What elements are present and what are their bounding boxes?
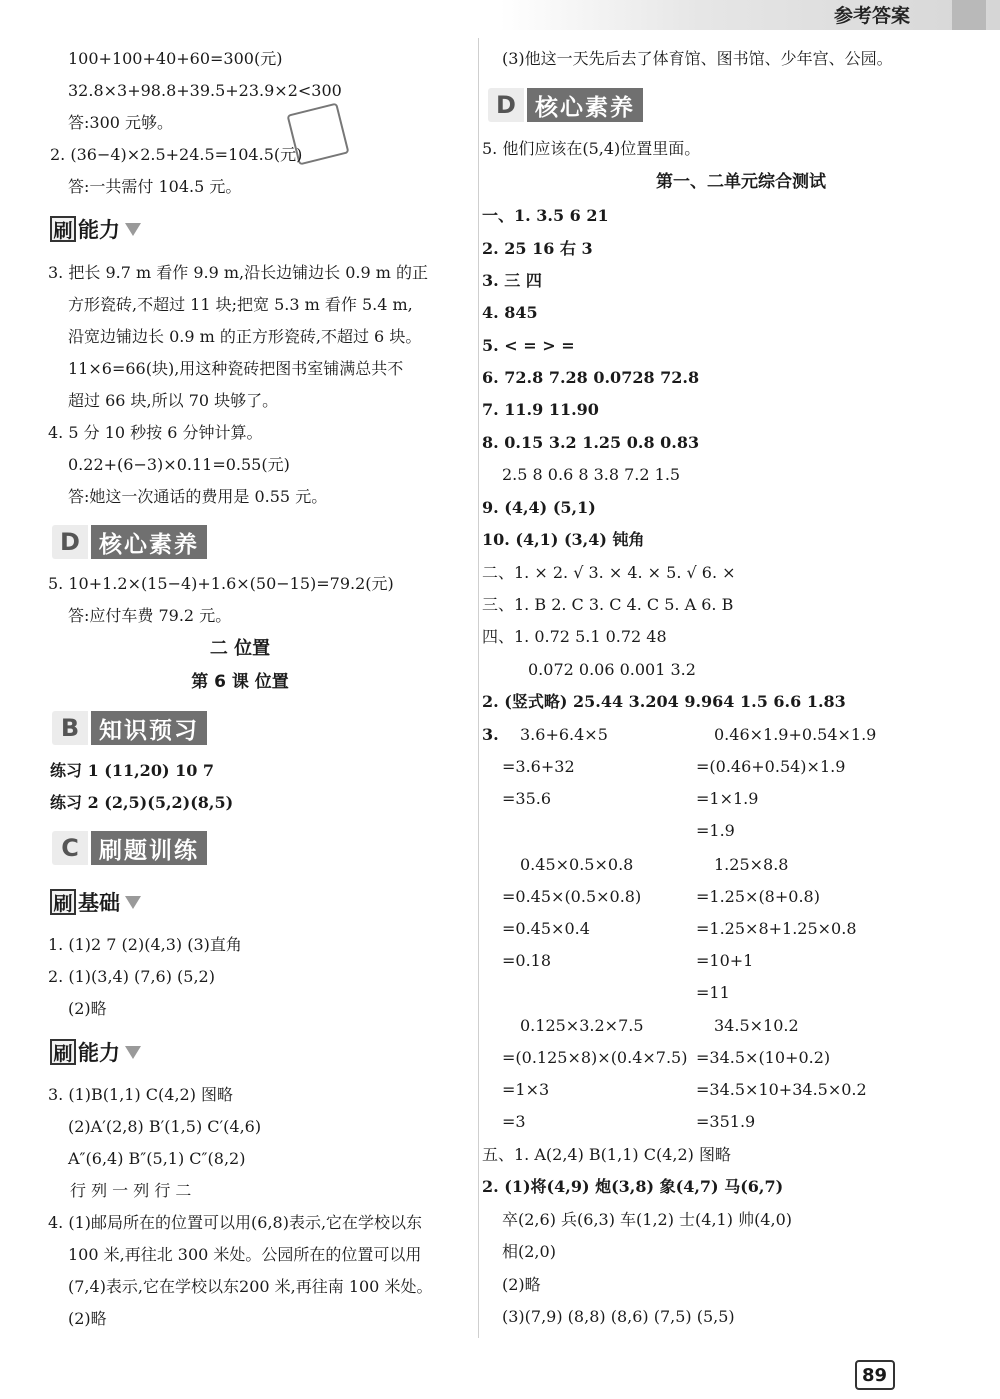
- answer-line: (2)A′(2,8) B′(1,5) C′(4,6): [68, 1117, 262, 1136]
- calc-step: =10+1: [696, 951, 754, 970]
- header-tab: [952, 0, 986, 30]
- answer-line: 三、1. B 2. C 3. C 4. C 5. A 6. B: [482, 595, 734, 614]
- calc-step: =1.25×(8+0.8): [696, 887, 820, 906]
- section-first-char: 刷: [50, 216, 76, 242]
- section-shua-jichu: [50, 888, 141, 916]
- calc-step: =0.18: [502, 951, 552, 970]
- answer-line: (3)(7,9) (8,8) (8,6) (7,5) (5,5): [502, 1307, 735, 1326]
- answer-line: 4. 5 分 10 秒按 6 分钟计算。: [48, 423, 263, 442]
- answer-line: 5. < = > =: [482, 336, 575, 355]
- section-first-char: 刷: [50, 889, 76, 915]
- page-number: 89: [862, 1365, 888, 1386]
- answer-line: 二、1. × 2. √ 3. × 4. × 5. √ 6. ×: [482, 563, 736, 582]
- section-title: 知识预习: [91, 711, 207, 745]
- answer-line: 4. (1)邮局所在的位置可以用(6,8)表示,它在学校以东: [48, 1213, 423, 1232]
- answer-line: 2. (1)(3,4) (7,6) (5,2): [48, 967, 215, 986]
- page-header: [500, 0, 1000, 30]
- answer-line: (3)他这一天先后去了体育馆、图书馆、少年宫、公园。: [502, 49, 893, 68]
- calc-step: =35.6: [502, 789, 552, 808]
- section-title: 核心素养: [527, 88, 643, 122]
- section-shuati-xunlian: [52, 831, 207, 865]
- answer-line: 2. (1)将(4,9) 炮(3,8) 象(4,7) 马(6,7): [482, 1177, 784, 1196]
- answer-line: 5. 10+1.2×(15−4)+1.6×(50−15)=79.2(元): [48, 574, 394, 593]
- answer-line: 32.8×3+98.8+39.5+23.9×2<300: [68, 81, 342, 100]
- answer-line: A″(6,4) B″(5,1) C″(8,2): [68, 1149, 246, 1168]
- calc-step: 1.25×8.8: [714, 855, 789, 874]
- calc-step: =(0.125×8)×(0.4×7.5): [502, 1048, 688, 1067]
- calc-step: 0.125×3.2×7.5: [520, 1016, 644, 1035]
- lesson-title: 第 6 课 位置: [191, 672, 289, 692]
- answer-line: 6. 72.8 7.28 0.0728 72.8: [482, 368, 700, 387]
- answer-line: 3. 把长 9.7 m 看作 9.9 m,沿长边铺边长 0.9 m 的正: [48, 263, 428, 282]
- calc-step: =1×1.9: [696, 789, 759, 808]
- answer-line: 9. (4,4) (5,1): [482, 498, 596, 517]
- answer-line: (2)略: [68, 999, 107, 1018]
- answer-line: 2.5 8 0.6 8 3.8 7.2 1.5: [502, 465, 681, 484]
- calc-step: =34.5×(10+0.2): [696, 1048, 831, 1067]
- calc-step: =1×3: [502, 1080, 550, 1099]
- section-shua-nengli: [50, 1038, 141, 1066]
- answer-line: 2. (36−4)×2.5+24.5=104.5(元): [50, 145, 303, 164]
- chapter-title: 二 位置: [209, 638, 271, 659]
- answer-line: 超过 66 块,所以 70 块够了。: [68, 391, 279, 410]
- calc-step: 0.46×1.9+0.54×1.9: [714, 725, 877, 744]
- answer-line: 卒(2,6) 兵(6,3) 车(1,2) 士(4,1) 帅(4,0): [502, 1210, 792, 1229]
- calc-step: =3.6+32: [502, 757, 575, 776]
- answer-line: 相(2,0): [502, 1242, 556, 1261]
- triangle-down-icon: [125, 1046, 141, 1059]
- answer-line: (2)略: [502, 1275, 541, 1294]
- answer-line: 3. (1)B(1,1) C(4,2) 图略: [48, 1085, 234, 1104]
- answer-line: 答:一共需付 104.5 元。: [68, 177, 242, 196]
- section-letter: D: [52, 525, 88, 559]
- calc-step: 0.45×0.5×0.8: [520, 855, 634, 874]
- section-title: 核心素养: [91, 525, 207, 559]
- answer-line: 一、1. 3.5 6 21: [482, 206, 609, 225]
- section-first-char: 刷: [50, 1039, 76, 1065]
- calc-step: =351.9: [696, 1112, 756, 1131]
- answer-line: 4. 845: [482, 303, 538, 322]
- answer-line: 沿宽边铺边长 0.9 m 的正方形瓷砖,不超过 6 块。: [68, 327, 422, 346]
- answer-line: (7,4)表示,它在学校以东200 米,再往南 100 米处。: [68, 1277, 433, 1296]
- calc-step: 34.5×10.2: [714, 1016, 799, 1035]
- section-label: 能力: [78, 218, 120, 242]
- calc-step: =11: [696, 983, 730, 1002]
- answer-line: 5. 他们应该在(5,4)位置里面。: [482, 139, 701, 158]
- section-letter: B: [52, 711, 88, 745]
- calc-step: 3.6+6.4×5: [520, 725, 608, 744]
- answer-line: 四、1. 0.72 5.1 0.72 48: [482, 627, 667, 646]
- test-title: 第一、二单元综合测试: [656, 172, 826, 192]
- calc-step: =3: [502, 1112, 526, 1131]
- triangle-down-icon: [125, 896, 141, 909]
- section-letter: D: [488, 88, 524, 122]
- answer-line: 1. (1)2 7 (2)(4,3) (3)直角: [48, 935, 242, 954]
- answer-line: 五、1. A(2,4) B(1,1) C(4,2) 图略: [482, 1145, 731, 1164]
- calc-step: =34.5×10+34.5×0.2: [696, 1080, 867, 1099]
- answer-line: 3.: [482, 725, 499, 744]
- answer-line: (2)略: [68, 1309, 107, 1328]
- answer-line: 2. (竖式略) 25.44 3.204 9.964 1.5 6.6 1.83: [482, 692, 846, 711]
- answer-line: 11×6=66(块),用这种瓷砖把图书室铺满总共不: [68, 359, 404, 378]
- answer-line: 2. 25 16 右 3: [482, 239, 593, 258]
- answer-line: 7. 11.9 11.90: [482, 400, 599, 419]
- section-hexin-suyang: [52, 525, 207, 559]
- section-title: 刷题训练: [91, 831, 207, 865]
- answer-line: 8. 0.15 3.2 1.25 0.8 0.83: [482, 433, 700, 452]
- header-title: 参考答案: [833, 5, 910, 27]
- answer-line: 10. (4,1) (3,4) 钝角: [482, 530, 645, 549]
- calc-step: =0.45×(0.5×0.8): [502, 887, 642, 906]
- calc-step: =1.9: [696, 821, 735, 840]
- answer-line: 方形瓷砖,不超过 11 块;把宽 5.3 m 看作 5.4 m,: [68, 295, 413, 314]
- answer-line: 行 列 一 列 行 二: [70, 1181, 192, 1200]
- section-letter: C: [52, 831, 88, 865]
- section-label: 能力: [78, 1041, 120, 1065]
- section-zhishi-yuxi: [52, 711, 207, 745]
- answer-line: 100+100+40+60=300(元): [68, 49, 283, 68]
- calc-step: =0.45×0.4: [502, 919, 590, 938]
- calc-step: =(0.46+0.54)×1.9: [696, 757, 846, 776]
- answer-line: 练习 1 (11,20) 10 7: [50, 761, 215, 780]
- calc-step: =1.25×8+1.25×0.8: [696, 919, 857, 938]
- triangle-down-icon: [125, 223, 141, 236]
- section-label: 基础: [78, 891, 120, 915]
- answer-line: 0.072 0.06 0.001 3.2: [528, 660, 696, 679]
- answer-line: 100 米,再往北 300 米处。公园所在的位置可以用: [68, 1245, 422, 1264]
- section-hexin-suyang: [488, 88, 643, 122]
- answer-line: 练习 2 (2,5)(5,2)(8,5): [50, 793, 234, 812]
- answer-line: 答:300 元够。: [68, 113, 174, 132]
- section-shua-nengli: [50, 215, 141, 243]
- answer-line: 3. 三 四: [482, 271, 542, 290]
- answer-line: 答:她这一次通话的费用是 0.55 元。: [68, 487, 328, 506]
- answer-line: 0.22+(6−3)×0.11=0.55(元): [68, 455, 290, 474]
- answer-line: 答:应付车费 79.2 元。: [68, 606, 232, 625]
